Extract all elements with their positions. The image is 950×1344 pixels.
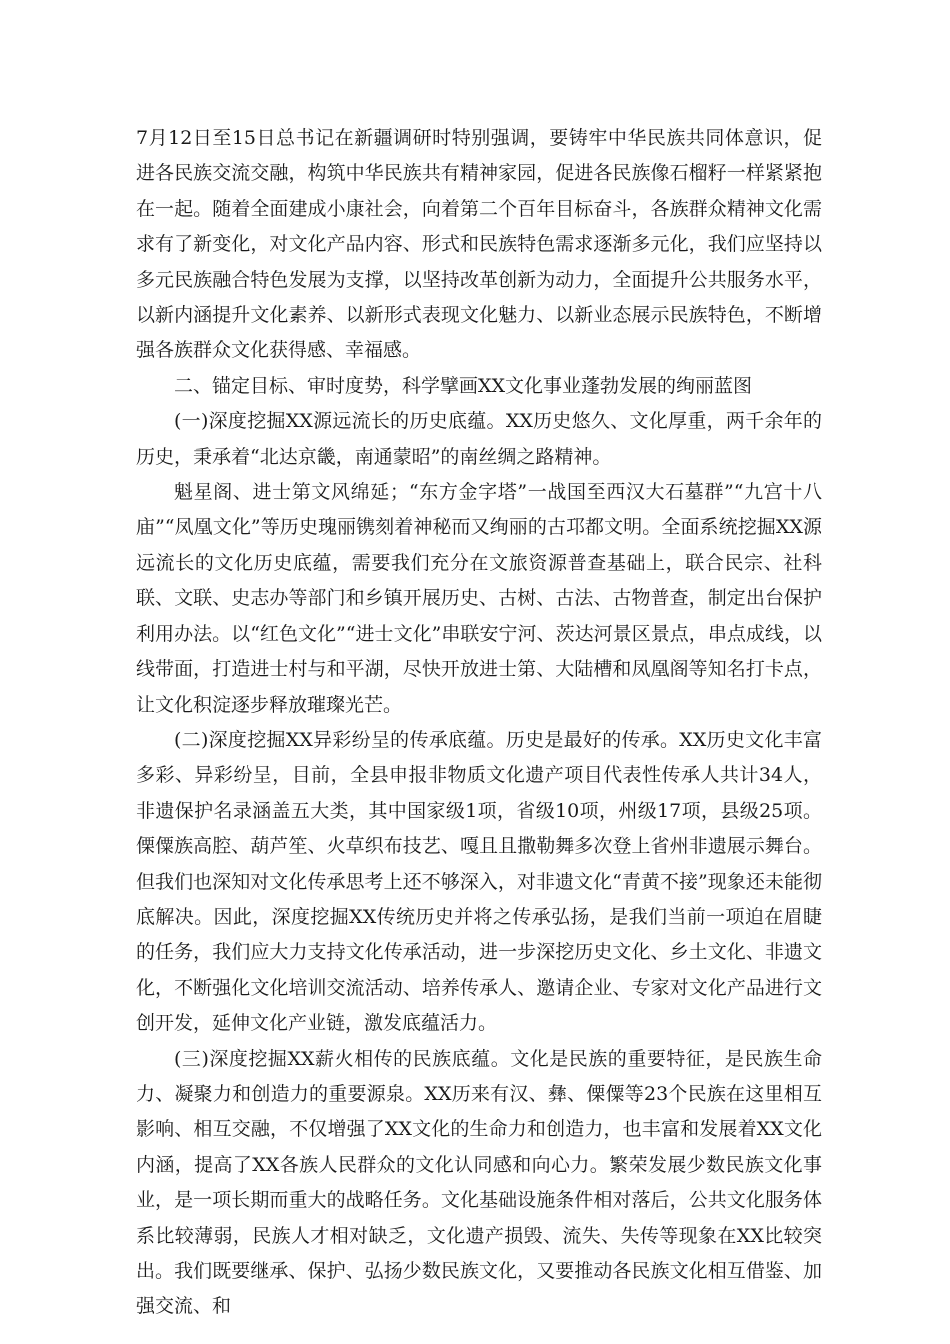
paragraph-heritage-sites: 魁星阁、进士第文风绵延；“东方金字塔”一战国至西汉大石墓群”“九宫十八庙”“凤凰文化”等历史瑰丽镌刻着神秘而又绚丽的古邛都文明。全面系统挖掘XX源远流长的文化历史底蕴，需要我们充分在文旅资源普查基础上，联合民宗、社科联、文联、史志办等部门和乡镇开展历史、古树、古法、古物普查，制定出台保护利用办法。以“红色文化”“进士文化”串联安宁河、茨达河景区景点，串点成线，以线带面，打造进士村与和平湖，尽快开放进士第、大陆槽和凤凰阁等知名打卡点，让文化积淀逐步释放璀璨光芒。	[136, 481, 822, 716]
section-heading: 二、锚定目标、审时度势，科学擘画XX文化事业蓬勃发展的绚丽蓝图	[174, 374, 753, 397]
paragraph-ethnic: (三)深度挖掘XX薪火相传的民族底蕴。文化是民族的重要特征，是民族生命力、凝聚力和创造力的重要源泉。XX历来有汉、彝、傈僳等23个民族在这里相互影响、相互交融，不仅增强了XX文化的生命力和创造力，也丰富和发展着XX文化内涵，提高了XX各族人民群众的文化认同感和向心力。繁荣发展少数民族文化事业，是一项长期而重大的战略任务。文化基础设施条件相对落后，公共文化服务体系比较薄弱，民族人才相对缺乏，文化遗产损毁、流失、失传等现象在XX比较突出。我们既要继承、保护、弘扬少数民族文化，又要推动各民族文化相互借鉴、加强交流、和	[136, 1047, 822, 1318]
paragraph-inheritance: (二)深度挖掘XX异彩纷呈的传承底蕴。历史是最好的传承。XX历史文化丰富多彩、异彩纷呈，目前，全县申报非物质文化遗产项目代表性传承人共计34人，非遗保护名录涵盖五大类，其中国家级1项，省级10项，州级17项，县级25项。傈僳族高腔、葫芦笙、火草织布技艺、嘎且且撒勒舞多次登上省州非遗展示舞台。但我们也深知对文化传承思考上还不够深入，对非遗文化“青黄不接”现象还未能彻底解决。因此，深度挖掘XX传统历史并将之传承弘扬，是我们当前一项迫在眉睫的任务，我们应大力支持文化传承活动，进一步深挖历史文化、乡土文化、非遗文化，不断强化文化培训交流活动、培养传承人、邀请企业、专家对文化产品进行文创开发，延伸文化产业链，激发底蕴活力。	[136, 728, 822, 1035]
paragraph-intro: 7月12日至15日总书记在新疆调研时特别强调，要铸牢中华民族共同体意识，促进各民族交流交融，构筑中华民族共有精神家园，促进各民族像石榴籽一样紧紧抱在一起。随着全面建成小康社会，向着第二个百年目标奋斗，各族群众精神文化需求有了新变化，对文化产品内容、形式和民族特色需求逐渐多元化，我们应坚持以多元民族融合特色发展为支撑，以坚持改革创新为动力，全面提升公共服务水平，以新内涵提升文化素养、以新形式表现文化魅力、以新业态展示民族特色，不断增强各族群众文化获得感、幸福感。	[136, 127, 822, 362]
paragraph-history: (一)深度挖掘XX源远流长的历史底蕴。XX历史悠久、文化厚重，两千余年的历史，秉承着“北达京畿，南通蒙昭”的南丝绸之路精神。	[136, 410, 822, 468]
